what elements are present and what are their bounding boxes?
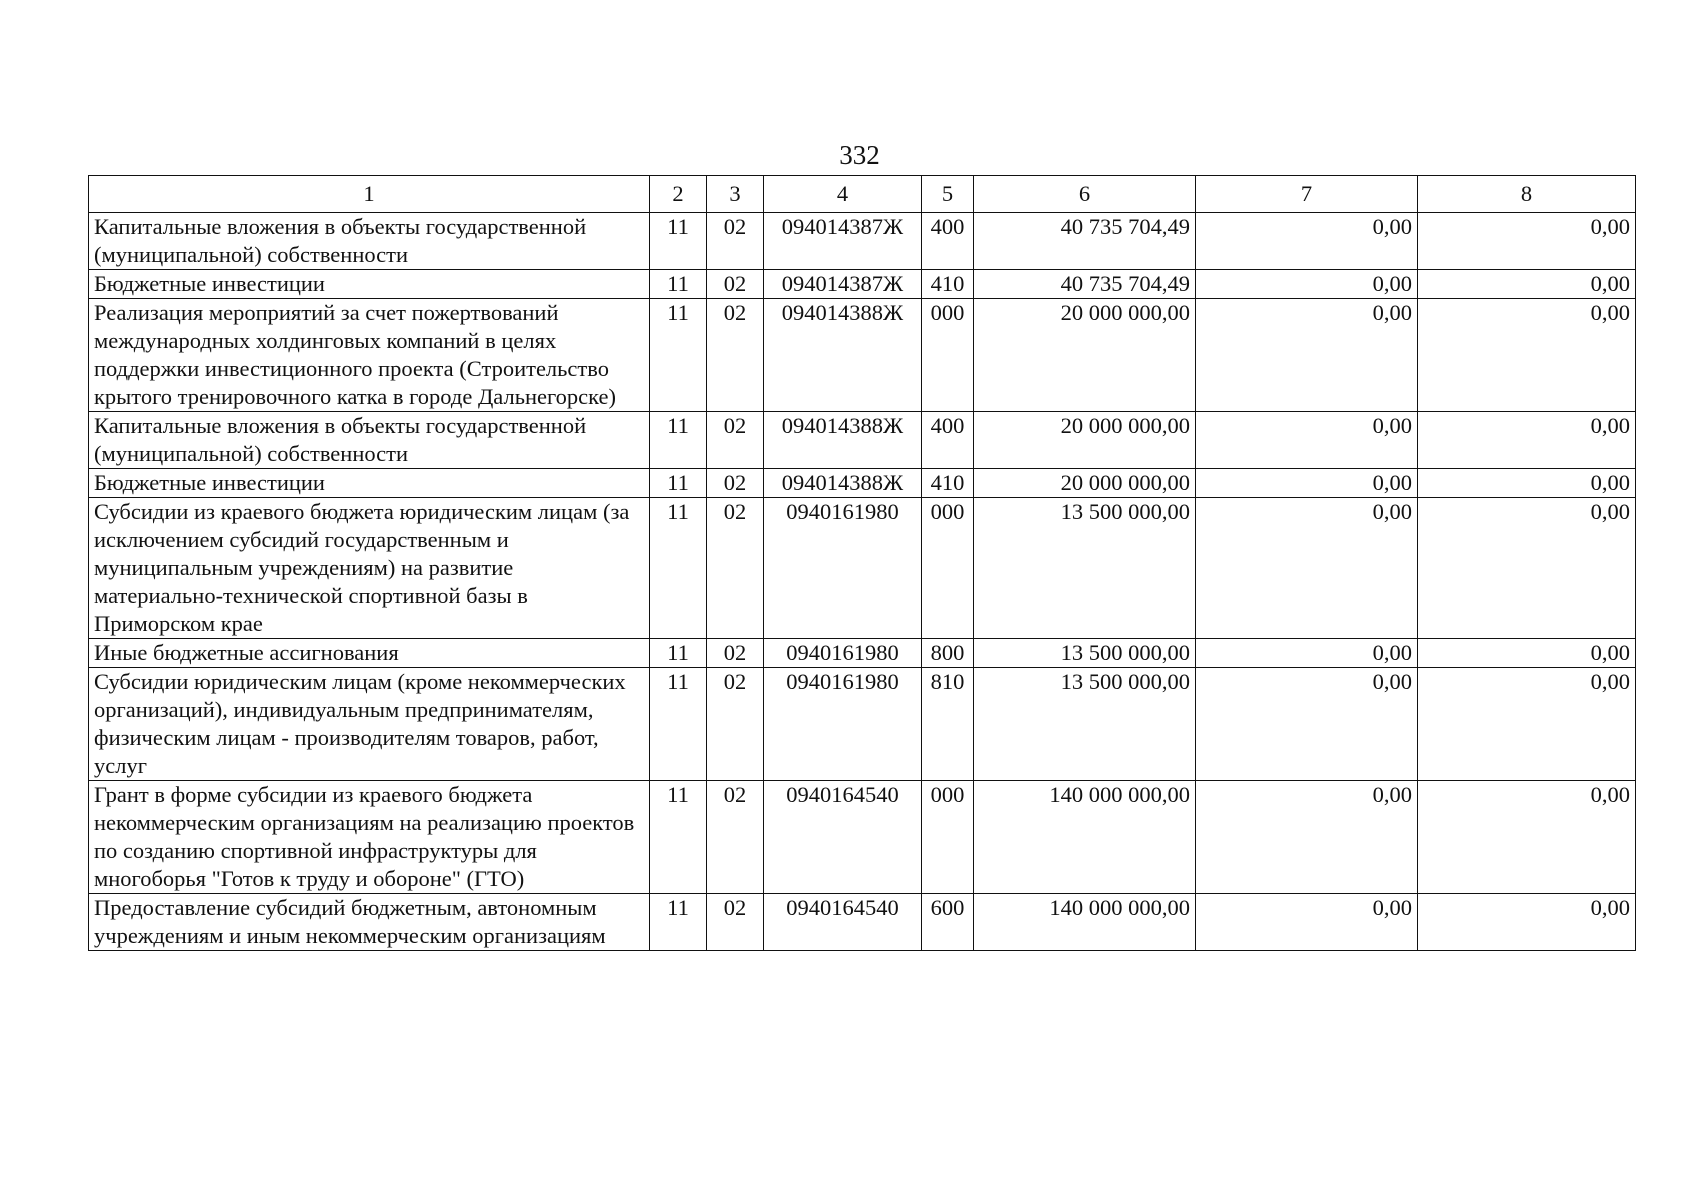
expense-type-code: 810 [922,668,974,781]
subsection-code: 02 [707,213,764,270]
section-code: 11 [650,781,707,894]
amount-col-8: 0,00 [1418,894,1636,951]
table-body [89,213,1636,951]
section-code: 11 [650,894,707,951]
table-row [89,213,1636,270]
column-header: 7 [1196,176,1418,213]
expense-type-code: 400 [922,412,974,469]
row-name: Субсидии из краевого бюджета юридическим лицам (за исключением субсидий государственным и муниципальным учреждениям) на развитие материально-технической спортивной базы в Приморском крае [89,498,650,639]
row-name: Реализация мероприятий за счет пожертвований международных холдинговых компаний в целях поддержки инвестиционного проекта (Строительство крытого тренировочного катка в городе Дальнегорске) [89,299,650,412]
section-code: 11 [650,498,707,639]
expense-type-code: 800 [922,639,974,668]
subsection-code: 02 [707,894,764,951]
amount-col-6: 140 000 000,00 [974,781,1196,894]
expense-type-code: 410 [922,270,974,299]
column-header: 4 [764,176,922,213]
table-row [89,894,1636,951]
row-name: Бюджетные инвестиции [89,270,650,299]
target-article-code: 094014388Ж [764,299,922,412]
table-row [89,299,1636,412]
row-name: Капитальные вложения в объекты государственной (муниципальной) собственности [89,412,650,469]
amount-col-6: 13 500 000,00 [974,498,1196,639]
target-article-code: 094014388Ж [764,469,922,498]
subsection-code: 02 [707,299,764,412]
amount-col-7: 0,00 [1196,781,1418,894]
target-article-code: 094014387Ж [764,270,922,299]
subsection-code: 02 [707,469,764,498]
section-code: 11 [650,668,707,781]
amount-col-7: 0,00 [1196,412,1418,469]
amount-col-7: 0,00 [1196,668,1418,781]
subsection-code: 02 [707,668,764,781]
amount-col-6: 13 500 000,00 [974,668,1196,781]
amount-col-8: 0,00 [1418,498,1636,639]
column-header: 1 [89,176,650,213]
amount-col-8: 0,00 [1418,270,1636,299]
amount-col-6: 40 735 704,49 [974,213,1196,270]
amount-col-7: 0,00 [1196,270,1418,299]
amount-col-8: 0,00 [1418,213,1636,270]
row-name: Субсидии юридическим лицам (кроме некоммерческих организаций), индивидуальным предпринимателям, физическим лицам - производителям товаров, работ, услуг [89,668,650,781]
expense-type-code: 000 [922,781,974,894]
column-header: 6 [974,176,1196,213]
amount-col-6: 20 000 000,00 [974,412,1196,469]
page-number: 332 [839,140,880,170]
row-name: Бюджетные инвестиции [89,469,650,498]
target-article-code: 0940161980 [764,668,922,781]
amount-col-8: 0,00 [1418,781,1636,894]
subsection-code: 02 [707,412,764,469]
table-row [89,412,1636,469]
target-article-code: 0940161980 [764,498,922,639]
row-name: Иные бюджетные ассигнования [89,639,650,668]
section-code: 11 [650,213,707,270]
amount-col-6: 140 000 000,00 [974,894,1196,951]
table-row [89,639,1636,668]
amount-col-6: 40 735 704,49 [974,270,1196,299]
amount-col-8: 0,00 [1418,469,1636,498]
section-code: 11 [650,469,707,498]
column-header: 5 [922,176,974,213]
section-code: 11 [650,270,707,299]
section-code: 11 [650,639,707,668]
expense-type-code: 000 [922,498,974,639]
table-row [89,469,1636,498]
amount-col-7: 0,00 [1196,469,1418,498]
target-article-code: 0940161980 [764,639,922,668]
row-name: Капитальные вложения в объекты государственной (муниципальной) собственности [89,213,650,270]
section-code: 11 [650,299,707,412]
target-article-code: 0940164540 [764,781,922,894]
section-code: 11 [650,412,707,469]
expense-type-code: 600 [922,894,974,951]
expense-type-code: 410 [922,469,974,498]
expense-type-code: 400 [922,213,974,270]
amount-col-8: 0,00 [1418,668,1636,781]
column-header: 3 [707,176,764,213]
amount-col-8: 0,00 [1418,412,1636,469]
target-article-code: 0940164540 [764,894,922,951]
subsection-code: 02 [707,781,764,894]
amount-col-7: 0,00 [1196,213,1418,270]
target-article-code: 094014388Ж [764,412,922,469]
amount-col-8: 0,00 [1418,639,1636,668]
amount-col-7: 0,00 [1196,299,1418,412]
table-row [89,781,1636,894]
target-article-code: 094014387Ж [764,213,922,270]
subsection-code: 02 [707,639,764,668]
amount-col-7: 0,00 [1196,894,1418,951]
subsection-code: 02 [707,498,764,639]
row-name: Грант в форме субсидии из краевого бюджета некоммерческим организациям на реализацию проектов по созданию спортивной инфраструктуры для многоборья "Готов к труду и обороне" (ГТО) [89,781,650,894]
table-row [89,498,1636,639]
column-header: 2 [650,176,707,213]
expense-type-code: 000 [922,299,974,412]
amount-col-6: 13 500 000,00 [974,639,1196,668]
row-name: Предоставление субсидий бюджетным, автономным учреждениям и иным некоммерческим организациям [89,894,650,951]
amount-col-6: 20 000 000,00 [974,299,1196,412]
amount-col-6: 20 000 000,00 [974,469,1196,498]
column-header: 8 [1418,176,1636,213]
table-row [89,270,1636,299]
header-row [89,176,1636,213]
table-row [89,668,1636,781]
budget-table [88,175,1636,951]
amount-col-7: 0,00 [1196,498,1418,639]
amount-col-7: 0,00 [1196,639,1418,668]
subsection-code: 02 [707,270,764,299]
amount-col-8: 0,00 [1418,299,1636,412]
